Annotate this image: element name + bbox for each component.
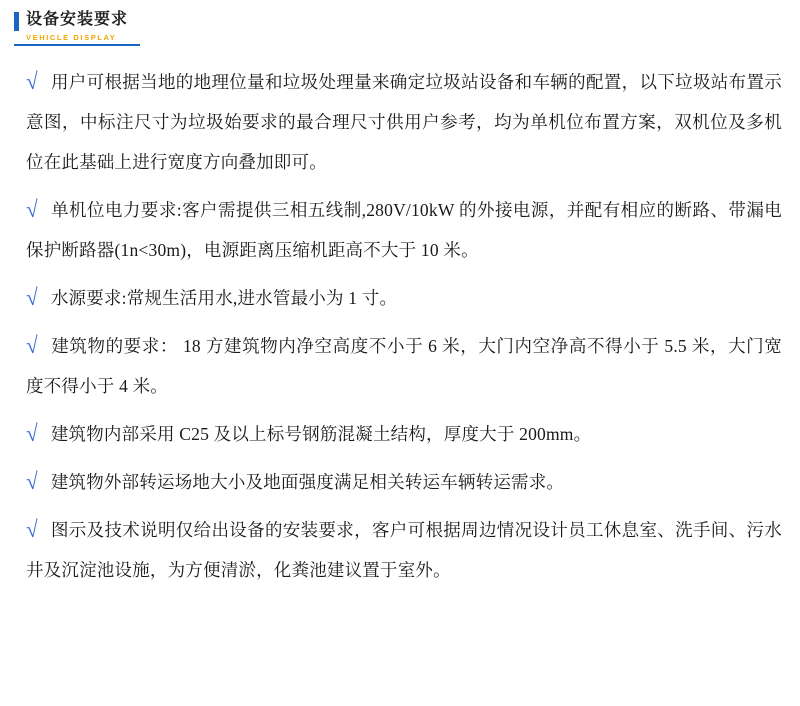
check-icon: √ [25,420,40,447]
check-icon: √ [25,468,40,495]
requirements-list [0,46,800,590]
list-item [26,462,782,502]
list-item-text: 建筑物内部采用 C25 及以上标号钢筋混凝土结构，厚度大于 200mm。 [50,424,592,444]
list-item [26,278,782,318]
check-icon: √ [25,68,40,95]
page-header [0,0,800,46]
list-item-text: 用户可根据当地的地理位量和垃圾处理量来确定垃圾站设备和车辆的配置，以下垃圾站布置示意图，中标注尺寸为垃圾始要求的最合理尺寸供用户参考，均为单机位布置方案，双机位及多机位在此基础上进行宽度方向叠加即可。 [26,72,782,172]
check-icon: √ [25,332,40,359]
header-accent-bar [14,12,19,31]
header-inner [14,10,800,44]
header-underline [14,44,140,46]
page-title: 设备安装要求 [26,11,129,28]
check-icon: √ [25,284,40,311]
list-item-text: 单机位电力要求:客户需提供三相五线制,280V/10kW 的外接电源，并配有相应的断路、带漏电保护断路器(1n<30m)，电源距离压缩机距高不大于 10 米。 [26,200,782,260]
list-item-text: 建筑物外部转运场地大小及地面强度满足相关转运车辆转运需求。 [50,472,565,492]
list-item-text: 水源要求:常规生活用水,进水管最小为 1 寸。 [50,288,398,308]
page-subtitle: VEHICLE DISPLAY [26,33,117,42]
list-item [26,414,782,454]
check-icon: √ [25,196,40,223]
list-item [26,510,782,590]
header-texts [26,10,128,44]
list-item [26,190,782,270]
list-item [26,326,782,406]
list-item [26,62,782,182]
check-icon: √ [25,516,40,543]
list-item-text: 建筑物的要求： 18 方建筑物内净空高度不小于 6 米，大门内空净高不得小于 5.5 米，大门宽度不得小于 4 米。 [26,336,782,396]
list-item-text: 图示及技术说明仅给出设备的安装要求，客户可根据周边情况设计员工休息室、洗手间、污水井及沉淀池设施，为方便清淤，化粪池建议置于室外。 [26,520,782,580]
